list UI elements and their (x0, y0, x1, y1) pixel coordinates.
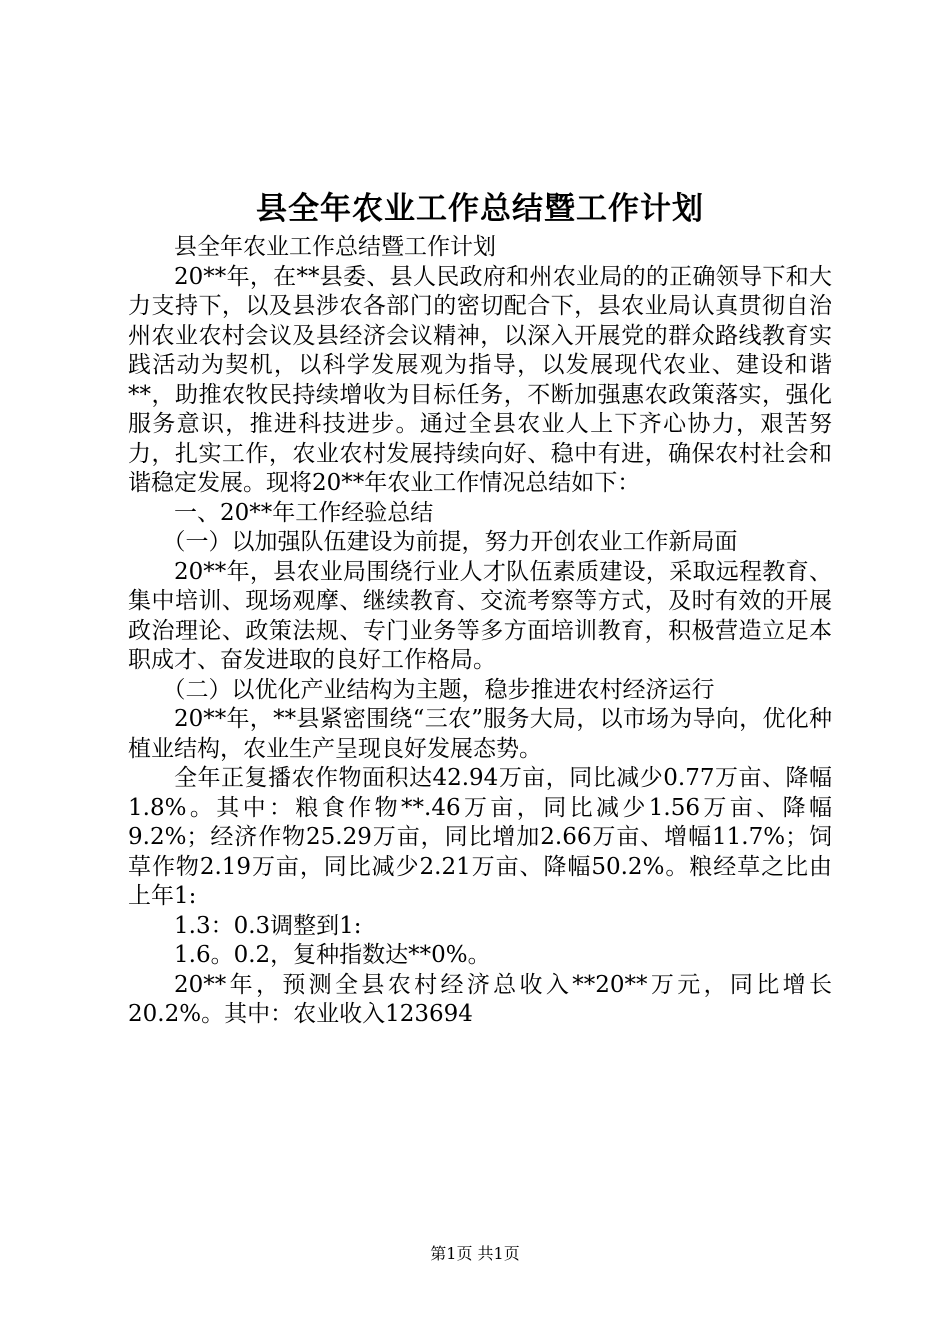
paragraph-income: 20**年，预测全县农村经济总收入**20**万元，同比增长20.2%。其中：农业收入123694 (128, 971, 832, 1027)
document-title: 县全年农业工作总结暨工作计划 (256, 191, 704, 227)
subsection-heading-1: （一）以加强队伍建设为前提，努力开创农业工作新局面 (162, 529, 738, 555)
paragraph-subtitle: 县全年农业工作总结暨工作计划 (174, 234, 496, 260)
paragraph-ratio-1: 1.3：0.3调整到1: (174, 912, 362, 939)
document-page (128, 185, 832, 1030)
page-footer: 第1页 共1页 (430, 1244, 520, 1263)
subsection-heading-2: （二）以优化产业结构为主题，稳步推进农村经济运行 (162, 676, 715, 703)
paragraph-structure: 20**年，**县紧密围绕“三农”服务大局，以市场为导向，优化种植业结构，农业生产呈现良好发展态势。 (128, 706, 832, 762)
section-heading-1: 一、20**年工作经验总结 (174, 499, 434, 526)
paragraph-intro: 20**年，在**县委、县人民政府和州农业局的的正确领导下和大力支持下，以及县涉农各部门的密切配合下，县农业局认真贯彻自治州农业农村会议及县经济会议精神，以深入开展党的群众路线教育实践活动为契机，以科学发展观为指导，以发展现代农业、建设和谐**，助推农牧民持续增收为目标任务，不断加强惠农政策落实，强化服务意识，推进科技进步。通过全县农业人上下齐心协力，艰苦努力，扎实工作，农业农村发展持续向好、稳中有进，确保农村社会和谐稳定发展。现将20**年农业工作情况总结如下： (128, 263, 832, 496)
paragraph-ratio-2: 1.6。0.2，复种指数达**0%。 (174, 942, 491, 968)
paragraph-training: 20**年，县农业局围绕行业人才队伍素质建设，采取远程教育、集中培训、现场观摩、继续教育、交流考察等方式，及时有效的开展政治理论、政策法规、专门业务等多方面培训教育，积极营造立足本职成才、奋发进取的良好工作格局。 (128, 558, 832, 673)
paragraph-crop-area: 全年正复播农作物面积达42.94万亩，同比减少0.77万亩、降幅1.8%。其中：粮食作物**.46万亩，同比减少1.56万亩、降幅9.2%；经济作物25.29万亩，同比增加2.66万亩、增幅11.7%；饲草作物2.19万亩，同比减少2.21万亩、降幅50.2%。粮经草之比由上年1: (128, 765, 832, 909)
